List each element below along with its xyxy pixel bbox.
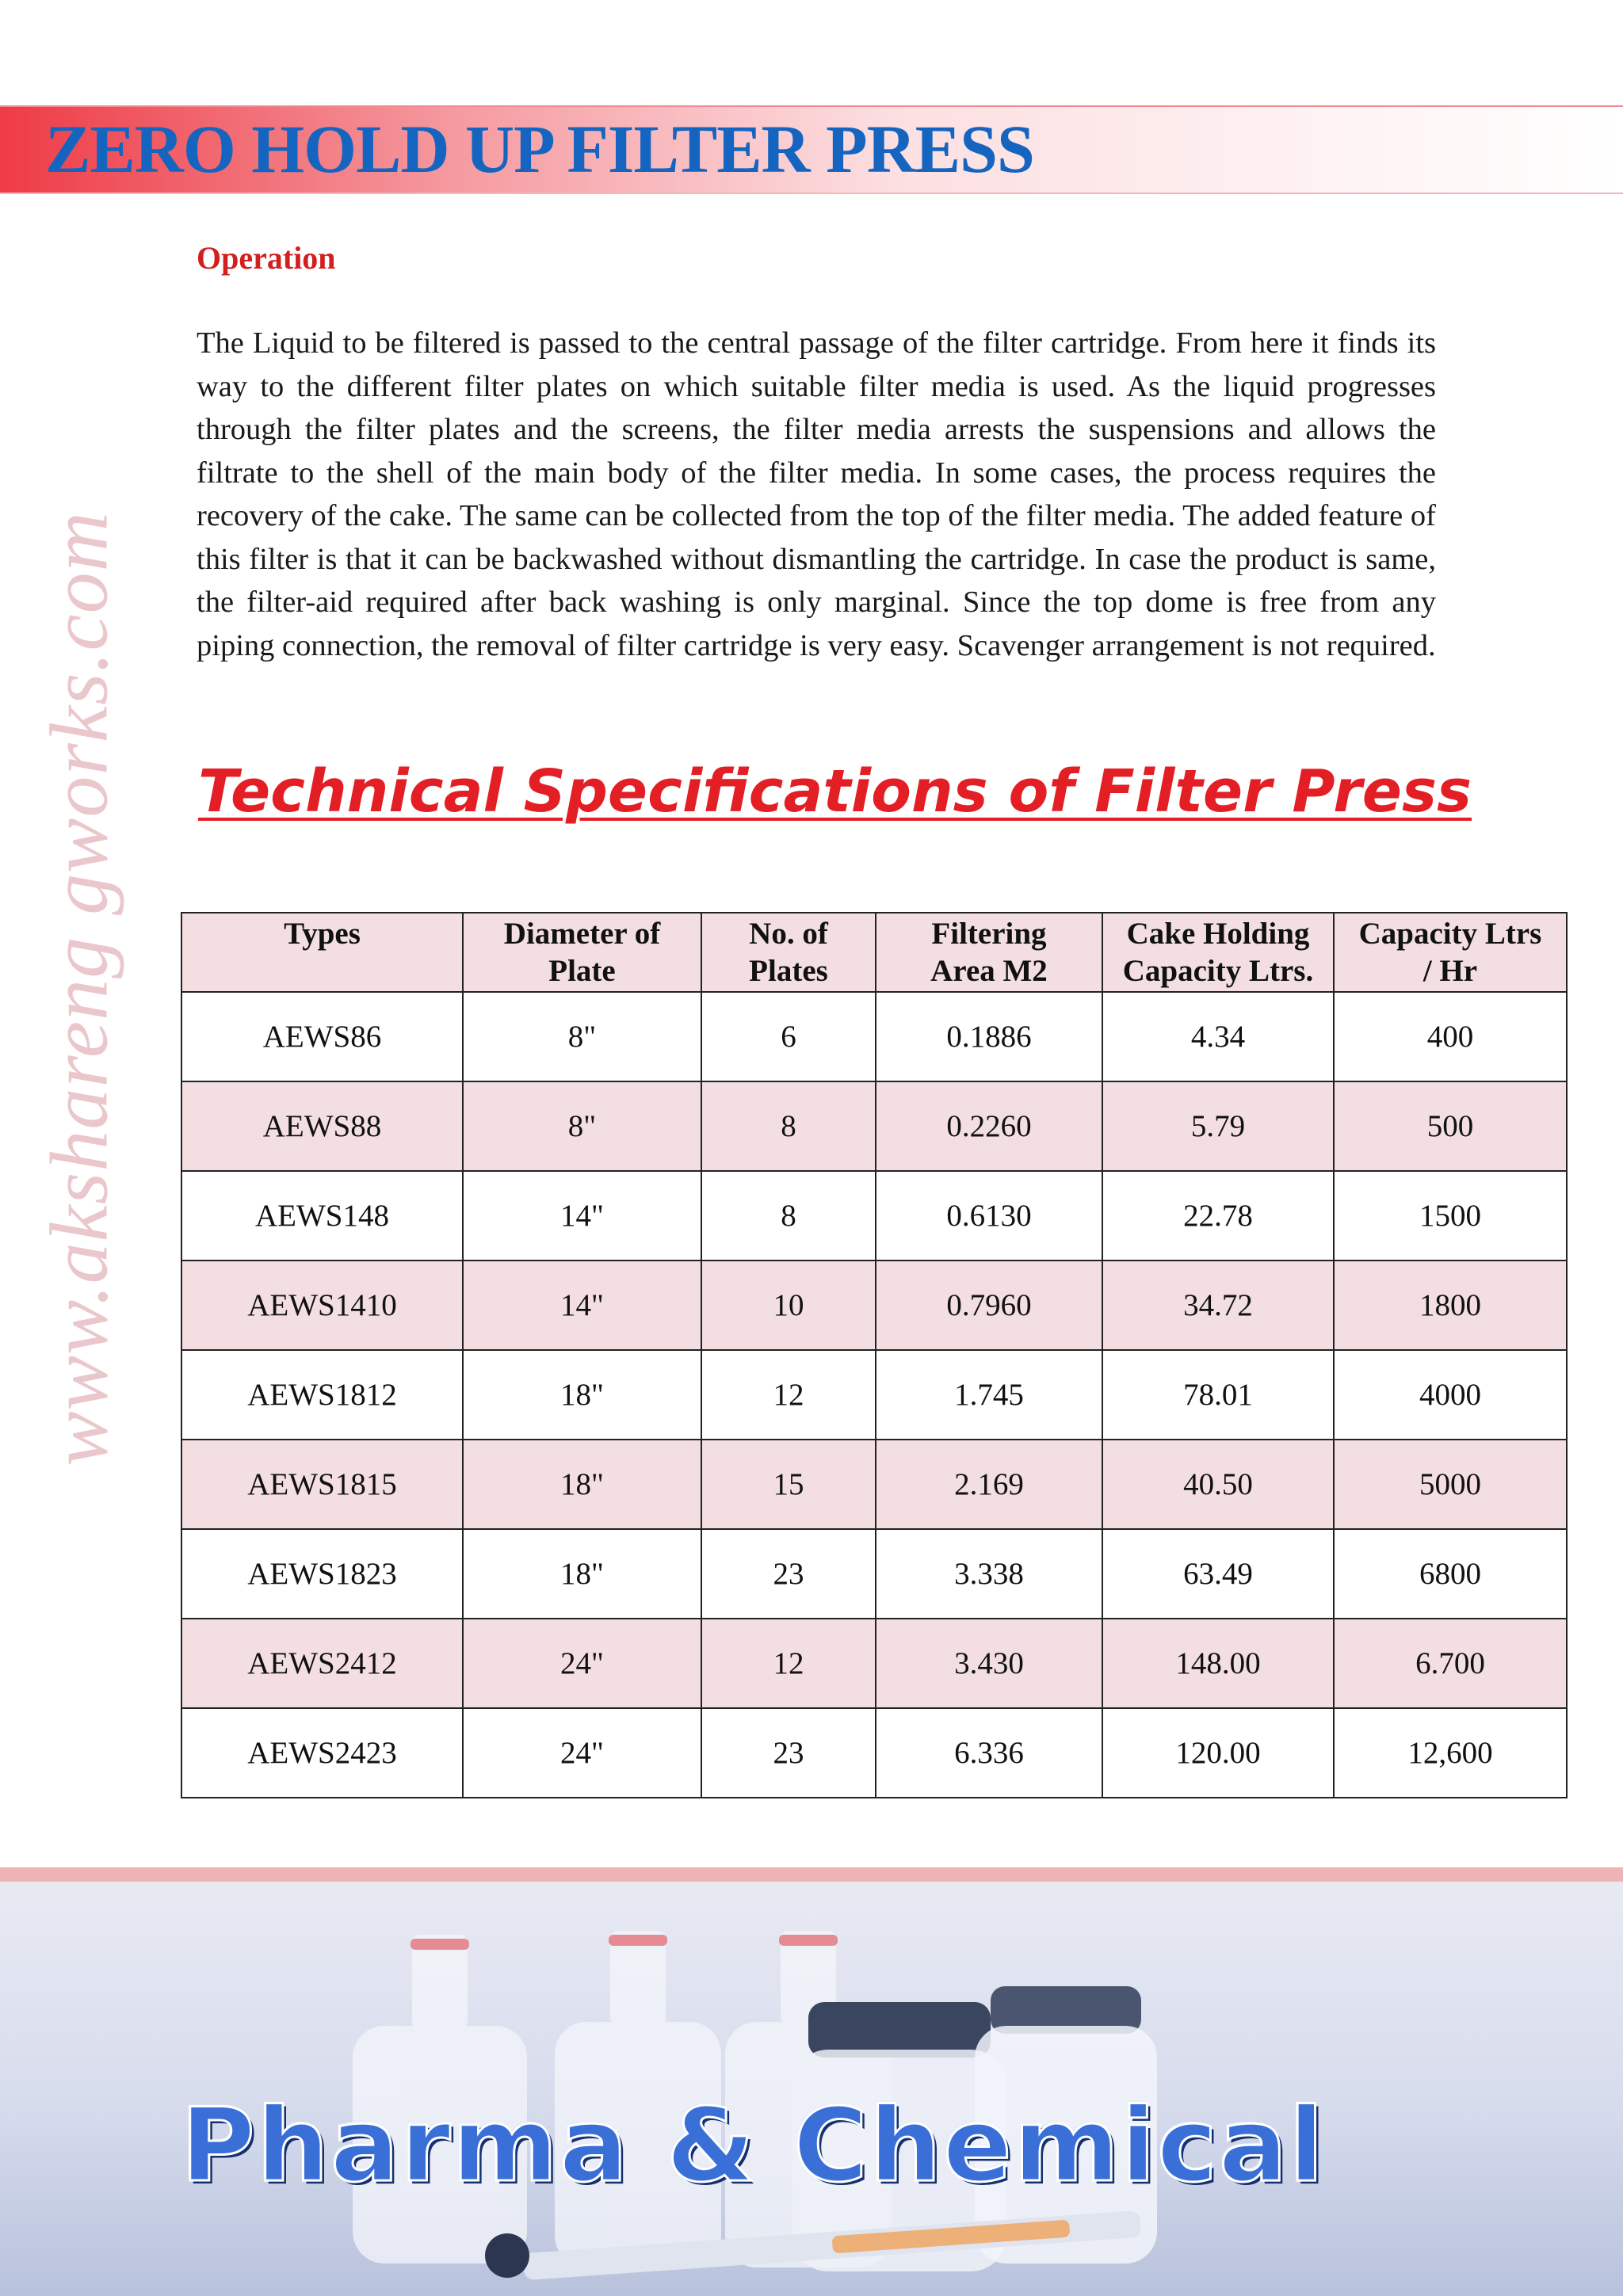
table-cell: 18": [463, 1350, 701, 1440]
operation-heading: Operation: [197, 240, 336, 276]
table-row: [181, 1708, 1567, 1798]
column-header-line: / Hr: [1423, 954, 1478, 988]
table-cell: 3.338: [876, 1529, 1102, 1619]
table-header-row: [181, 913, 1567, 992]
table-cell: 8: [701, 1171, 876, 1261]
table-cell: 14": [463, 1171, 701, 1261]
specifications-title: Technical Specifications of Filter Press: [198, 757, 1472, 826]
table-cell: 24": [463, 1708, 701, 1798]
column-header-line: Plate: [548, 954, 616, 988]
table-cell: 12,600: [1334, 1708, 1567, 1798]
column-header-line: Types: [284, 917, 361, 951]
table-row: [181, 1440, 1567, 1529]
table-cell: 6: [701, 992, 876, 1081]
table-cell: 148.00: [1102, 1619, 1334, 1708]
column-header: [463, 913, 701, 992]
table-cell: 120.00: [1102, 1708, 1334, 1798]
pharma-banner: [0, 1867, 1623, 2296]
table-cell: AEWS86: [181, 992, 463, 1081]
table-cell: 6800: [1334, 1529, 1567, 1619]
column-header-line: Cake Holding: [1126, 917, 1310, 951]
table-cell: 5.79: [1102, 1081, 1334, 1171]
table-cell: 2.169: [876, 1440, 1102, 1529]
table-cell: AEWS1815: [181, 1440, 463, 1529]
table-cell: 0.1886: [876, 992, 1102, 1081]
table-row: [181, 1619, 1567, 1708]
table-cell: 24": [463, 1619, 701, 1708]
table-cell: AEWS1410: [181, 1261, 463, 1350]
banner-title: Pharma & Chemical: [181, 2087, 1326, 2205]
table-cell: 23: [701, 1708, 876, 1798]
column-header-line: No. of: [749, 917, 828, 951]
table-body: [181, 992, 1567, 1798]
specifications-table: [181, 912, 1568, 1798]
table-cell: 0.6130: [876, 1171, 1102, 1261]
table-row: [181, 1171, 1567, 1261]
table-cell: 500: [1334, 1081, 1567, 1171]
column-header-line: Plates: [749, 954, 828, 988]
table-row: [181, 1081, 1567, 1171]
table-cell: 1800: [1334, 1261, 1567, 1350]
column-header-line: Capacity Ltrs: [1358, 917, 1542, 951]
table-cell: AEWS1823: [181, 1529, 463, 1619]
table-row: [181, 1261, 1567, 1350]
column-header-line: Capacity Ltrs.: [1122, 954, 1314, 988]
table-cell: 78.01: [1102, 1350, 1334, 1440]
column-header: [181, 913, 463, 992]
column-header-line: Area M2: [930, 954, 1048, 988]
table-cell: 14": [463, 1261, 701, 1350]
table-cell: 6.336: [876, 1708, 1102, 1798]
table-cell: 40.50: [1102, 1440, 1334, 1529]
table-cell: 5000: [1334, 1440, 1567, 1529]
table-cell: 34.72: [1102, 1261, 1334, 1350]
column-header: [1334, 913, 1567, 992]
table-row: [181, 1529, 1567, 1619]
table-cell: 3.430: [876, 1619, 1102, 1708]
table-cell: 0.7960: [876, 1261, 1102, 1350]
column-header: [1102, 913, 1334, 992]
column-header-line: Filtering: [931, 917, 1047, 951]
column-header-line: Diameter of: [503, 917, 661, 951]
table-cell: 0.2260: [876, 1081, 1102, 1171]
table-row: [181, 1350, 1567, 1440]
table-cell: 8": [463, 992, 701, 1081]
table-cell: 22.78: [1102, 1171, 1334, 1261]
table-cell: 15: [701, 1440, 876, 1529]
table-cell: 63.49: [1102, 1529, 1334, 1619]
table-cell: AEWS88: [181, 1081, 463, 1171]
table-cell: 8": [463, 1081, 701, 1171]
table-row: [181, 992, 1567, 1081]
table-cell: AEWS148: [181, 1171, 463, 1261]
table-cell: 12: [701, 1619, 876, 1708]
page-title: ZERO HOLD UP FILTER PRESS: [45, 111, 1034, 187]
operation-paragraph: The Liquid to be filtered is passed to the central passage of the filter cartridge. From here it finds its way to the different filter plates on which suitable filter media is used. As the liquid progresses through the filter plates and the screens, the filter media arrests the suspensions and allows the filtrate to the shell of the main body of the filter media. In some cases, the process requires the recovery of the cake. The same can be collected from the top of the filter media. The added feature of this filter is that it can be backwashed without dismantling the cartridge. In case the product is same, the filter-aid required after back washing is only marginal. Since the top dome is free from any piping connection, the removal of filter cartridge is very easy. Scavenger arrangement is not required.: [197, 326, 1436, 662]
website-watermark: www.akshareng gworks.com: [33, 511, 125, 1466]
table-cell: 400: [1334, 992, 1567, 1081]
table-cell: 18": [463, 1529, 701, 1619]
table-cell: 18": [463, 1440, 701, 1529]
table-cell: 8: [701, 1081, 876, 1171]
vials-illustration: [0, 1867, 1623, 2296]
column-header: [876, 913, 1102, 992]
table-cell: 1500: [1334, 1171, 1567, 1261]
table-cell: 23: [701, 1529, 876, 1619]
table-cell: 4000: [1334, 1350, 1567, 1440]
table-cell: 1.745: [876, 1350, 1102, 1440]
table-cell: 4.34: [1102, 992, 1334, 1081]
table-cell: 10: [701, 1261, 876, 1350]
column-header: [701, 913, 876, 992]
table-cell: AEWS1812: [181, 1350, 463, 1440]
table-cell: AEWS2423: [181, 1708, 463, 1798]
table-cell: AEWS2412: [181, 1619, 463, 1708]
table-cell: 12: [701, 1350, 876, 1440]
table-cell: 6.700: [1334, 1619, 1567, 1708]
